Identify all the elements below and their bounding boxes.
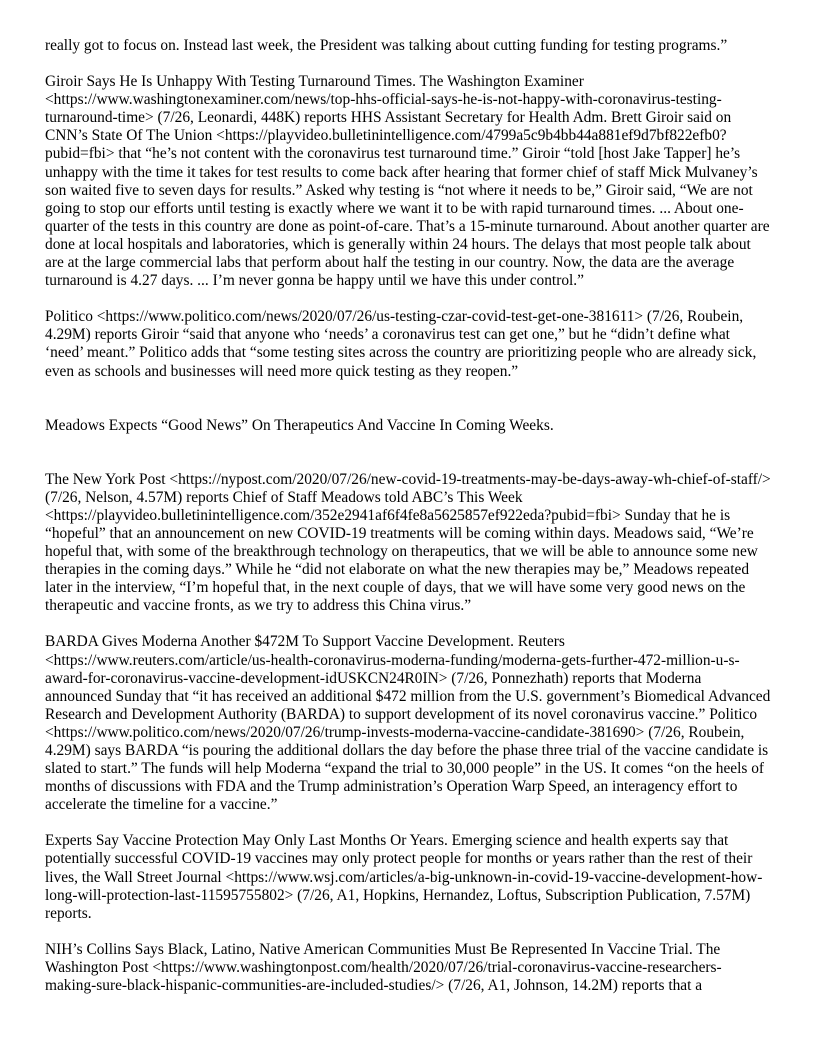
paragraph-spacer [45,923,771,941]
paragraph-giroir-turnaround: Giroir Says He Is Unhappy With Testing Turnaround Times. The Washington Examiner <https://www.washingtonexaminer.com/news/top-hhs-official-says-he-is-not-happy-with-coronavirus-testing-turnaround-time> (7/26, Leonardi, 448K) reports HHS Assistant Secretary for Health Adm. Brett Giroir said on CNN’s State Of The Union <https://playvideo.bulletinintelligence.com/4799a5c9b4bb44a881ef9d7bf822efb0?pubid=fbi> that “he’s not content with the coronavirus test turnaround time.” Giroir “told [host Jake Tapper] he’s unhappy with the time it takes for test results to come back after hearing that former chief of staff Mick Mulvaney’s son waited five to seven days for results.” Asked why testing is “not where it needs to be,” Giroir said, “We are not going to stop our efforts until testing is exactly where we want it to be with rapid turnaround times. ... About one-quarter of the tests in this country are done as point-of-care. That’s a 15-minute turnaround. About another quarter are done at local hospitals and laboratories, which is generally within 24 hours. The delays that most people talk about are at the large commercial labs that perform about half the testing in our country. Now, the data are the average turnaround is 4.27 days. ... I’m never gonna be happy until we have this under control.” [45,73,770,290]
paragraph-spacer [45,381,771,417]
paragraph-barda-moderna: BARDA Gives Moderna Another $472M To Support Vaccine Development. Reuters <https://www.reuters.com/article/us-health-coronavirus-moderna-funding/moderna-gets-further-472-million-u-s-award-for-coronavirus-vaccine-development-idUSKCN24R0IN> (7/26, Ponnezhath) reports that Moderna announced Sunday that “it has received an additional $472 million from the U.S. government’s Biomedical Advanced Research and Development Authority (BARDA) to support development of its novel coronavirus vaccine.” Politico <https://www.politico.com/news/2020/07/26/trump-invests-moderna-vaccine-candidate-381690> (7/26, Roubein, 4.29M) says BARDA “is pouring the additional dollars the day before the phase three trial of the vaccine candidate is slated to start.” The funds will help Moderna “expand the trial to 30,000 people” in the US. It comes “on the heels of months of discussions with FDA and the Trump administration’s Operation Warp Speed, an interagency effort to accelerate the timeline for a vaccine.” [45,633,771,814]
paragraph-nypost-meadows: The New York Post <https://nypost.com/2020/07/26/new-covid-19-treatments-may-be-days-away-wh-chief-of-staff/> (7/26, Nelson, 4.57M) reports Chief of Staff Meadows told ABC’s This Week <https://playvideo.bulletinintelligence.com/352e2941af6f4fe8a5625857ef922eda?pubid=fbi> Sunday that he is “hopeful” that an announcement on new COVID-19 treatments will be coming within days. Meadows said, “We’re hopeful that, with some of the breakthrough technology on therapeutics, that we will be able to announce some new therapies in the coming days.” While he “did not elaborate on what the new therapies may be,” Meadows repeated later in the interview, “I’m hopeful that, in the next couple of days, that we will have some very good news on the therapeutic and vaccine fronts, as we try to address this China virus.” [45,470,771,615]
paragraph-continuation: really got to focus on. Instead last week, the President was talking about cutting funding for testing programs.” [45,37,728,54]
paragraph-vaccine-protection: Experts Say Vaccine Protection May Only Last Months Or Years. Emerging science and health experts say that potentially successful COVID-19 vaccines may only protect people for months or years rather than the rest of their lives, the Wall Street Journal <https://www.wsj.com/articles/a-big-unknown-in-covid-19-vaccine-development-how-long-will-protection-last-11595755802> (7/26, A1, Hopkins, Hernandez, Loftus, Subscription Publication, 7.57M) reports. [45,832,763,922]
paragraph-politico-giroir: Politico <https://www.politico.com/news/2020/07/26/us-testing-czar-covid-test-get-one-381611> (7/26, Roubein, 4.29M) reports Giroir “said that anyone who ‘needs’ a coronavirus test can get one,” but he “didn’t define what ‘need’ meant.” Politico adds that “some testing sites across the country are prioritizing people who are already sick, even as schools and businesses will need more quick testing as they reopen.” [45,308,757,380]
paragraph-spacer [45,55,771,73]
paragraph-spacer [45,814,771,832]
paragraph-nih-collins: NIH’s Collins Says Black, Latino, Native American Communities Must Be Represented In Vaccine Trial. The Washington Post <https://www.washingtonpost.com/health/2020/07/26/trial-coronavirus-vaccine-researchers-making-sure-black-hispanic-communities-are-included-studies/> (7/26, A1, Johnson, 14.2M) reports that a [45,940,722,995]
section-heading-meadows: Meadows Expects “Good News” On Therapeutics And Vaccine In Coming Weeks. [45,416,554,434]
paragraph-spacer [45,615,771,633]
paragraph-spacer [45,435,771,471]
paragraph-spacer [45,290,771,308]
